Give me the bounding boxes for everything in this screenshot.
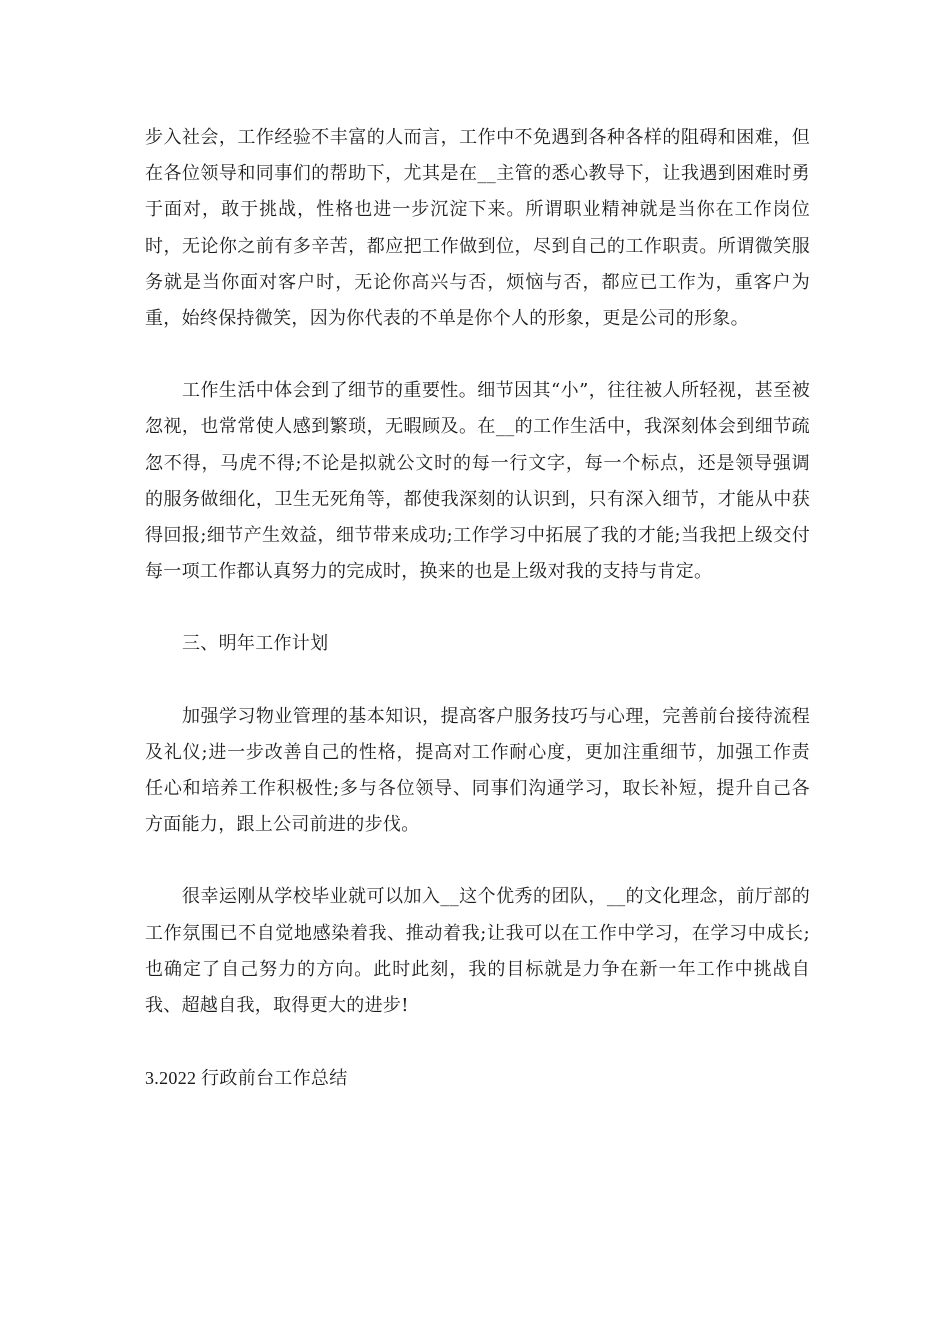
- paragraph-details: 工作生活中体会到了细节的重要性。细节因其“小”，往往被人所轻视，甚至被忽视，也常常使人感到繁琐，无暇顾及。在__的工作生活中，我深刻体会到细节疏忽不得，马虎不得;不论是拟就公文时的每一行文字，每一个标点，还是领导强调的服务做细化，卫生无死角等，都使我深刻的认识到，只有深入细节，才能从中获得回报;细节产生效益，细节带来成功;工作学习中拓展了我的才能;当我把上级交付每一项工作都认真努力的完成时，换来的也是上级对我的支持与肯定。: [145, 380, 810, 583]
- document-body: [145, 120, 810, 1096]
- section-heading-summary: 3.2022 行政前台工作总结: [145, 1068, 348, 1089]
- paragraph-experience: 步入社会，工作经验不丰富的人而言，工作中不免遇到各种各样的阻碍和困难，但在各位领导和同事们的帮助下，尤其是在__主管的悉心教导下，让我遇到困难时勇于面对，敢于挑战，性格也进一步沉淀下来。所谓职业精神就是当你在工作岗位时，无论你之前有多辛苦，都应把工作做到位，尽到自己的工作职责。所谓微笑服务就是当你面对客户时，无论你高兴与否，烦恼与否，都应已工作为，重客户为重，始终保持微笑，因为你代表的不单是你个人的形象，更是公司的形象。: [145, 127, 810, 330]
- section-heading-next-year-plan: 三、明年工作计划: [182, 633, 329, 655]
- paragraph-plan: 加强学习物业管理的基本知识，提高客户服务技巧与心理，完善前台接待流程及礼仪;进一步改善自己的性格，提高对工作耐心度，更加注重细节，加强工作责任心和培养工作积极性;多与各位领导、同事们沟通学习，取长补短，提升自己各方面能力，跟上公司前进的步伐。: [145, 705, 810, 836]
- paragraph-team: 很幸运刚从学校毕业就可以加入__这个优秀的团队，__的文化理念，前厅部的工作氛围已不自觉地感染着我、推动着我;让我可以在工作中学习，在学习中成长;也确定了自己努力的方向。此时此刻，我的目标就是力争在新一年工作中挑战自我、超越自我，取得更大的进步!: [145, 886, 810, 1017]
